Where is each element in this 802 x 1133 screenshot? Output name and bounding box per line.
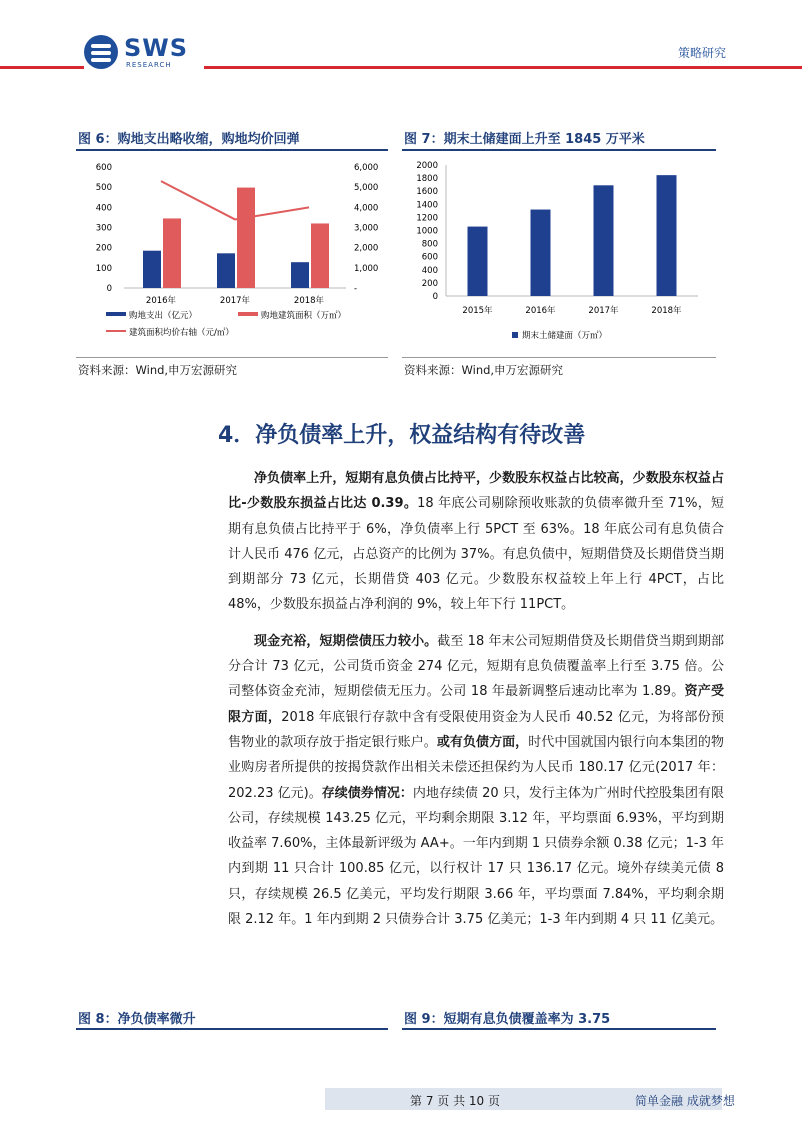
fig7-tick-label: 600 xyxy=(421,252,438,263)
fig6-right-tick-label: 6,000 xyxy=(354,163,379,173)
fig7-bar xyxy=(468,227,488,296)
fig7-bar xyxy=(531,210,551,296)
fig9-title: 图 9：短期有息负债覆盖率为 3.75 xyxy=(404,1012,611,1027)
footer-page-number: 第 7 页 共 10 页 xyxy=(410,1094,500,1108)
para2-text-1: 截至 18 年末公司短期借贷及长期借贷当期到期部分合计 73 亿元，公司货币资金 274 亿元，短期有息负债覆盖率上行至 3.75 倍。公司整体资金充沛，短期偿债无压力。公司 18 年最新调整后速动比率为 1.89。 xyxy=(228,633,724,700)
para1-bold: 净负债率上升，短期有息负债占比持平，少数股东权益占比较高，少数股东权益占比-少数股东损益占比达 0.39。 xyxy=(228,471,724,512)
fig7-tick-label: 1400 xyxy=(416,200,438,211)
fig6-legend-label-3: 建筑面积均价右轴（元/㎡） xyxy=(129,328,234,338)
fig7-source: 资料来源：Wind,申万宏源研究 xyxy=(404,363,564,377)
fig6-legend-swatch-2 xyxy=(238,312,258,316)
fig6-left-tick-label: 500 xyxy=(95,183,112,194)
fig9-title-rule xyxy=(402,1028,716,1030)
fig6-right-tick-label: 3,000 xyxy=(354,223,379,234)
fig7-legend-label: 期末土储建面（万㎡） xyxy=(522,331,608,341)
fig7-x-tick-label: 2018年 xyxy=(651,306,682,316)
fig7-tick-label: 2000 xyxy=(416,161,438,171)
fig6-bar xyxy=(217,253,235,288)
fig6-left-tick-label: 0 xyxy=(106,284,112,294)
fig6-legend-label-2: 购地建筑面积（万㎡） xyxy=(261,311,347,321)
fig6-left-tick-label: 100 xyxy=(95,263,112,274)
fig6-bar xyxy=(291,262,309,288)
fig6-right-tick-label: 5,000 xyxy=(354,183,379,194)
paragraph-1 xyxy=(228,466,724,618)
para2-bold-3: 或有负债方面， xyxy=(436,734,529,750)
fig7-tick-label: 0 xyxy=(432,292,438,302)
fig6-x-tick-label: 2018年 xyxy=(293,296,325,306)
para2-text-2: 2018 年底银行存款中含有受限使用资金为人民币 40.52 亿元，为将部份预售物业的款项存放于指定银行账户。 xyxy=(228,709,724,750)
fig8-title: 图 8：净负债率微升 xyxy=(78,1012,196,1027)
header-section-label: 策略研究 xyxy=(677,46,726,60)
fig6-legend-swatch-1 xyxy=(106,312,126,316)
header-rule-left xyxy=(0,66,84,69)
fig6-bar xyxy=(237,188,255,288)
para2-text-4: 内地存续债 20 只，发行主体为广州时代控股集团有限公司，存续规模 143.25 亿元，平均剩余期限 3.12 年，平均票面 6.93%，平均到期收益率 7.60%，主体最新评级为 AA+。一年内到期 1 只债券余额 0.38 亿元；1-3 年内到期 11 只合计 100.85 亿元，以行权计 17 只 136.17 亿元。境外存续美元债 8 只，存续规模 26.5 亿美元，平均发行期限 3.66 年，平均票面 7.84%，平均剩余期限 2.12 年。1 年内到期 2 只债券合计 3.75 亿美元；1-3 年内到期 4 只 11 亿美元。 xyxy=(228,785,724,928)
para2-bold-4: 存续债券情况： xyxy=(321,785,413,801)
fig7-title: 图 7：期末土储建面上升至 1845 万平米 xyxy=(404,132,645,147)
logo-text: SWS xyxy=(124,34,189,62)
fig7-legend-swatch xyxy=(512,332,518,338)
fig7-x-tick-label: 2015年 xyxy=(462,306,493,316)
fig7-bar xyxy=(657,175,677,296)
fig7-legend xyxy=(512,330,607,341)
fig7-tick-label: 1600 xyxy=(416,187,438,198)
fig7-tick-label: 200 xyxy=(421,278,438,289)
logo-subtext: RESEARCH xyxy=(126,61,172,69)
fig6-source: 资料来源：Wind,申万宏源研究 xyxy=(78,363,238,377)
fig7-chart xyxy=(402,155,716,350)
fig6-left-tick-label: 300 xyxy=(95,223,112,234)
fig6-bar xyxy=(163,218,181,288)
para2-bold-1: 现金充裕，短期偿债压力较小。 xyxy=(254,633,438,649)
fig6-bar xyxy=(143,251,161,288)
fig6-chart xyxy=(76,155,388,350)
fig7-tick-label: 400 xyxy=(421,265,438,276)
section-title: 4．净负债率上升，权益结构有待改善 xyxy=(218,423,586,448)
paragraph-2 xyxy=(228,629,724,933)
fig6-legend-swatch-3 xyxy=(106,330,126,332)
fig6-right-tick-label: 2,000 xyxy=(354,243,379,254)
fig7-x-tick-label: 2016年 xyxy=(525,306,556,316)
fig6-price-line xyxy=(161,181,309,219)
para2-bold-2: 资产受限方面， xyxy=(228,684,724,725)
footer-slogan: 简单金融 成就梦想 xyxy=(635,1094,735,1108)
header-rule-right xyxy=(204,66,802,69)
fig6-left-tick-label: 400 xyxy=(95,203,112,214)
body-text xyxy=(228,466,724,943)
fig7-bottom-rule xyxy=(402,357,716,358)
fig7-title-rule xyxy=(402,149,716,151)
fig7-tick-label: 1200 xyxy=(416,213,438,224)
fig6-title: 图 6：购地支出略收缩，购地均价回弹 xyxy=(78,132,300,147)
logo-mark-icon xyxy=(84,35,118,69)
fig8-title-rule xyxy=(76,1028,388,1030)
fig6-bar xyxy=(311,223,329,288)
fig6-legend-label-1: 购地支出（亿元） xyxy=(129,311,198,321)
fig6-bottom-rule xyxy=(76,357,388,358)
fig6-right-tick-label: - xyxy=(354,284,358,294)
fig6-left-tick-label: 600 xyxy=(95,163,112,173)
fig6-legend xyxy=(106,310,346,338)
fig7-x-tick-label: 2017年 xyxy=(588,306,619,316)
fig6-x-tick-label: 2017年 xyxy=(219,296,251,306)
fig6-left-tick-label: 200 xyxy=(95,243,112,254)
fig7-tick-label: 800 xyxy=(421,239,438,250)
fig7-tick-label: 1800 xyxy=(416,174,438,185)
para1-text: 18 年底公司剔除预收账款的负债率微升至 71%，短期有息负债占比持平于 6%，净负债率上行 5PCT 至 63%。18 年底公司有息负债合计人民币 476 亿元，占总资产的比例为 37%。有息负债中，短期借贷及长期借贷当期到期部分 73 亿元，长期借贷 403 亿元。少数股东权益较上年上行 4PCT，占比 48%，少数股东损益占净利润的 9%，较上年下行 11PCT。 xyxy=(228,496,725,613)
para2-text-3: 时代中国就国内银行向本集团的物业购房者所提供的按揭贷款作出相关未偿还担保约为人民币 180.17 亿元(2017 年：202.23 亿元)。 xyxy=(228,734,724,801)
fig7-tick-label: 1000 xyxy=(416,226,438,237)
fig6-title-rule xyxy=(76,149,388,151)
fig6-right-tick-label: 4,000 xyxy=(354,203,379,214)
fig7-bar xyxy=(594,185,614,296)
fig6-x-tick-label: 2016年 xyxy=(145,296,177,306)
fig6-right-tick-label: 1,000 xyxy=(354,263,379,274)
